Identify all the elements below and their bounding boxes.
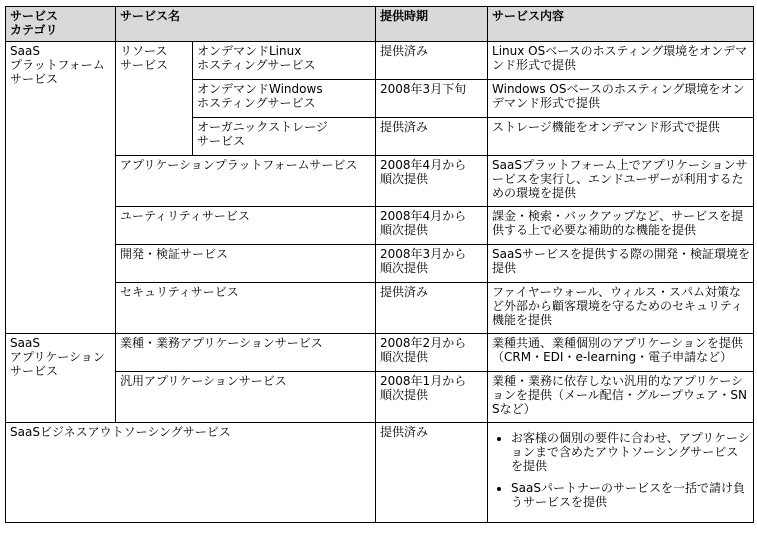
service-name: 業種・業務アプリケーションサービス [116,334,376,372]
service-content: 課金・検索・バックアップなど、サービスを提供する上で必要な補助的な機能を提供 [488,207,754,245]
header-row [6,7,754,42]
service-period: 提供済み [376,283,488,334]
service-table [5,6,754,523]
list-item: • お客様の個別の要件に合わせ、アプリケーションまで含めたアウトソーシングサービスを提供 [511,431,750,473]
table-row [6,283,754,334]
table-row [6,207,754,245]
service-period: 提供済み [376,42,488,80]
service-content: Windows OSベースのホスティング環境をオンデマンド形式で提供 [488,80,754,118]
service-name: オンデマンドLinux ホスティングサービス [193,42,376,80]
table-row [6,156,754,207]
service-period: 2008年4月から 順次提供 [376,156,488,207]
table-row [6,245,754,283]
service-content: ファイヤーウォール、ウィルス・スパム対策など外部から顧客環境を守るためのセキュリティ機能を提供 [488,283,754,334]
outsourcing-bullet-list [492,431,750,509]
table-row [6,372,754,423]
service-name: 汎用アプリケーションサービス [116,372,376,423]
service-name: セキュリティサービス [116,283,376,334]
service-content: SaaSサービスを提供する際の開発・検証環境を提供 [488,245,754,283]
service-period: 2008年3月から 順次提供 [376,245,488,283]
service-name: オンデマンドWindows ホスティングサービス [193,80,376,118]
service-period: 提供済み [376,118,488,156]
service-name: ユーティリティサービス [116,207,376,245]
service-period: 2008年2月から 順次提供 [376,334,488,372]
table-row [6,42,754,80]
service-name: アプリケーションプラットフォームサービス [116,156,376,207]
header-service-name: サービス名 [116,7,376,42]
table-row [6,334,754,372]
service-content: 業種・業務に依存しない汎用的なアプリケーションを提供（メール配信・グループウェア・SNSなど） [488,372,754,423]
header-category: サービス カテゴリ [6,7,116,42]
table-row [6,423,754,523]
service-name: オーガニックストレージ サービス [193,118,376,156]
service-content: ストレージ機能をオンデマンド形式で提供 [488,118,754,156]
header-period: 提供時期 [376,7,488,42]
category-platform: SaaS プラットフォーム サービス [6,42,116,334]
category-application: SaaS アプリケーション サービス [6,334,116,423]
resource-service-group: リソース サービス [116,42,193,156]
service-content: 業種共通、業種個別のアプリケーションを提供（CRM・EDI・e-learning・電子申請など） [488,334,754,372]
service-name: 開発・検証サービス [116,245,376,283]
service-period: 2008年3月下旬 [376,80,488,118]
service-content: SaaSプラットフォーム上でアプリケーションサービスを実行し、エンドユーザーが利用するための環境を提供 [488,156,754,207]
service-content [488,423,754,523]
list-item: • SaaSパートナーのサービスを一括で請け負うサービスを提供 [511,481,750,509]
service-table-container [5,6,754,523]
category-outsourcing: SaaSビジネスアウトソーシングサービス [6,423,376,523]
service-period: 2008年4月から 順次提供 [376,207,488,245]
service-content: Linux OSベースのホスティング環境をオンデマンド形式で提供 [488,42,754,80]
header-content: サービス内容 [488,7,754,42]
service-period: 提供済み [376,423,488,523]
service-period: 2008年1月から 順次提供 [376,372,488,423]
